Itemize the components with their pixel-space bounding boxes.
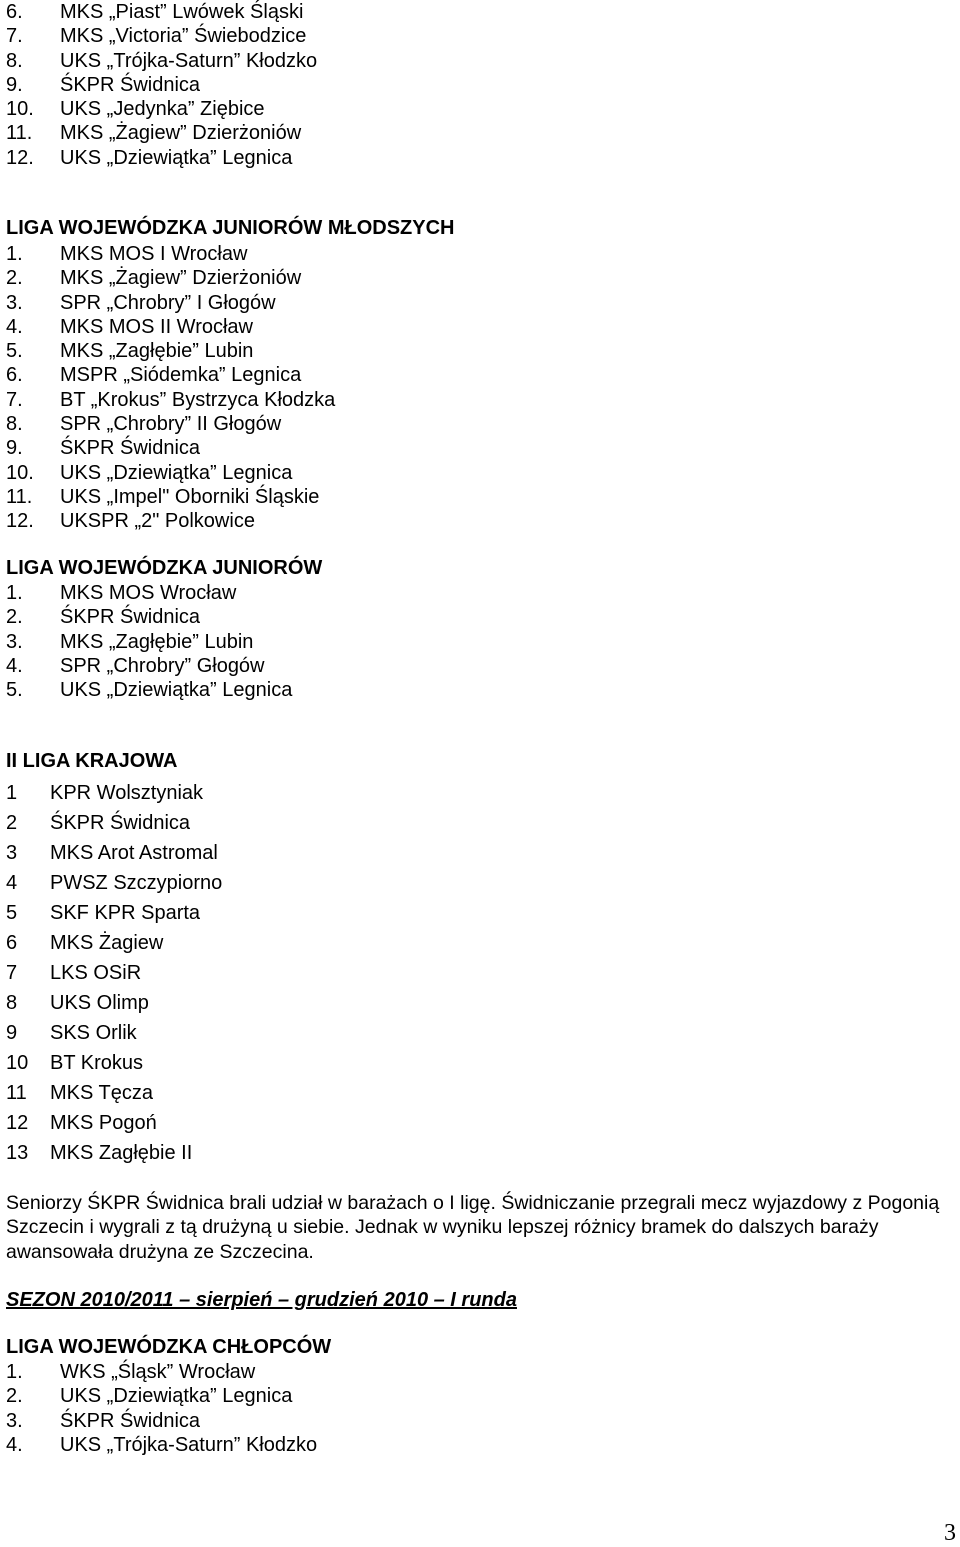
- list-item-name: ŚKPR Świdnica: [60, 1409, 201, 1432]
- list-item: [6, 266, 335, 290]
- list-item-name: SPR „Chrobry” Głogów: [60, 654, 265, 677]
- list-item-name: MKS MOS II Wrocław: [60, 315, 253, 338]
- list-item-name: MKS „Piast” Lwówek Śląski: [60, 1, 304, 23]
- list-item: [6, 412, 335, 436]
- row-position: 9: [6, 1022, 18, 1044]
- row-position: 7: [6, 962, 18, 984]
- row-team: SKS Orlik: [50, 1022, 137, 1044]
- list-item: [6, 0, 317, 24]
- list-item-number: 9.: [6, 73, 23, 96]
- row-position: 13: [6, 1142, 29, 1164]
- list-item-name: MKS „Żagiew” Dzierżoniów: [60, 267, 302, 290]
- list-item-name: SPR „Chrobry” I Głogów: [60, 291, 276, 314]
- row-position: 2: [6, 812, 18, 834]
- list-item-number: 6.: [6, 1, 23, 23]
- row-team: BT Krokus: [50, 1052, 143, 1074]
- list-item-number: 12.: [6, 510, 34, 533]
- top-team-list: [6, 0, 317, 170]
- liga2-table: [6, 778, 222, 1168]
- list-item-name: MKS MOS I Wrocław: [60, 243, 248, 265]
- row-position: 3: [6, 842, 18, 864]
- list-item-number: 3.: [6, 291, 23, 314]
- row-position: 11: [6, 1082, 27, 1104]
- list-item-number: 4.: [6, 315, 23, 338]
- row-position: 5: [6, 902, 18, 924]
- list-item-name: BT „Krokus” Bystrzyca Kłodzka: [60, 388, 336, 411]
- table-row: [6, 868, 222, 898]
- table-row: [6, 1048, 222, 1078]
- page-number: 3: [944, 1520, 956, 1546]
- table-row: [6, 1108, 222, 1138]
- list-item-name: UKS „Dziewiątka” Legnica: [60, 1385, 293, 1408]
- list-item-number: 10.: [6, 98, 34, 121]
- row-position: 10: [6, 1052, 29, 1074]
- list-item: [6, 363, 335, 387]
- list-item-name: MKS MOS Wrocław: [60, 582, 237, 604]
- list-item: [6, 339, 335, 363]
- section-title-junior-mlodszy: LIGA WOJEWÓDZKA JUNIORÓW MŁODSZYCH: [6, 217, 455, 239]
- list-item-number: 10.: [6, 461, 34, 484]
- row-team: SKF KPR Sparta: [50, 902, 201, 924]
- list-item-number: 4.: [6, 1433, 23, 1456]
- list-item: [6, 605, 292, 629]
- section-title-junior: LIGA WOJEWÓDZKA JUNIORÓW: [6, 557, 323, 579]
- section-title-chlopcy: LIGA WOJEWÓDZKA CHŁOPCÓW: [6, 1336, 332, 1358]
- list-item: [6, 1433, 317, 1457]
- list-item-name: SPR „Chrobry” II Głogów: [60, 413, 282, 436]
- row-team: MKS Zagłębie II: [50, 1142, 193, 1164]
- row-team: KPR Wolsztyniak: [50, 782, 204, 804]
- list-item-number: 2.: [6, 267, 23, 290]
- table-row: [6, 778, 222, 808]
- list-item-number: 1.: [6, 243, 23, 265]
- list-item: [6, 242, 335, 266]
- list-item-number: 8.: [6, 413, 23, 436]
- list-item: [6, 630, 292, 654]
- row-position: 4: [6, 872, 18, 894]
- table-row: [6, 1138, 222, 1168]
- list-item: [6, 1409, 317, 1433]
- list-item: [6, 654, 292, 678]
- list-item-name: UKS „Dziewiątka” Legnica: [60, 146, 293, 169]
- list-item: [6, 1360, 317, 1384]
- list-item-number: 5.: [6, 679, 23, 702]
- list-item: [6, 436, 335, 460]
- list-item-name: ŚKPR Świdnica: [60, 73, 201, 96]
- table-row: [6, 928, 222, 958]
- table-row: [6, 838, 222, 868]
- row-team: MKS Żagiew: [50, 932, 164, 954]
- list-item-number: 3.: [6, 1409, 23, 1432]
- junior-mlodszy-list: [6, 242, 335, 534]
- list-item: [6, 24, 317, 48]
- list-item-name: ŚKPR Świdnica: [60, 437, 201, 460]
- table-row: [6, 1078, 222, 1108]
- list-item: [6, 97, 317, 121]
- table-row: [6, 808, 222, 838]
- list-item-number: 3.: [6, 630, 23, 653]
- list-item-number: 2.: [6, 606, 23, 629]
- section-title-liga2: II LIGA KRAJOWA: [6, 750, 178, 772]
- row-team: LKS OSiR: [50, 962, 142, 984]
- list-item-name: MKS „Żagiew” Dzierżoniów: [60, 122, 302, 145]
- list-item-name: MKS „Victoria” Świebodzice: [60, 25, 307, 48]
- list-item-number: 9.: [6, 437, 23, 460]
- list-item: [6, 485, 335, 509]
- season-heading: SEZON 2010/2011 – sierpień – grudzień 2010 – I runda: [6, 1289, 517, 1311]
- table-row: [6, 988, 222, 1018]
- list-item-number: 1.: [6, 1361, 23, 1383]
- table-row: [6, 898, 222, 928]
- list-item: [6, 121, 317, 145]
- row-team: MKS Pogoń: [50, 1112, 157, 1134]
- list-item-name: UKS „Trójka-Saturn” Kłodzko: [60, 1433, 318, 1456]
- list-item: [6, 388, 335, 412]
- list-item-number: 8.: [6, 49, 23, 72]
- list-item: [6, 461, 335, 485]
- list-item-name: WKS „Śląsk” Wrocław: [60, 1361, 256, 1383]
- list-item-name: ŚKPR Świdnica: [60, 606, 201, 629]
- row-team: PWSZ Szczypiorno: [50, 872, 223, 894]
- list-item-name: UKS „Trójka-Saturn” Kłodzko: [60, 49, 318, 72]
- list-item-number: 5.: [6, 340, 23, 363]
- row-team: MKS Arot Astromal: [50, 842, 218, 864]
- table-row: [6, 958, 222, 988]
- list-item-number: 4.: [6, 654, 23, 677]
- list-item-name: UKS „Jedynka” Ziębice: [60, 98, 265, 121]
- list-item: [6, 678, 292, 702]
- list-item: [6, 581, 292, 605]
- row-position: 1: [6, 782, 18, 804]
- list-item-number: 7.: [6, 25, 23, 48]
- list-item-number: 6.: [6, 364, 23, 387]
- list-item-name: UKS „Dziewiątka” Legnica: [60, 461, 293, 484]
- list-item-number: 11.: [6, 122, 33, 145]
- list-item-number: 2.: [6, 1385, 23, 1408]
- row-team: ŚKPR Świdnica: [50, 812, 191, 834]
- list-item: [6, 291, 335, 315]
- list-item-number: 7.: [6, 388, 23, 411]
- list-item-name: UKS „Impel" Oborniki Śląskie: [60, 485, 320, 508]
- list-item-name: UKSPR „2" Polkowice: [60, 510, 255, 533]
- list-item: [6, 49, 317, 73]
- list-item: [6, 509, 335, 533]
- list-item-name: MKS „Zagłębie” Lubin: [60, 340, 254, 363]
- row-position: 6: [6, 932, 18, 954]
- list-item: [6, 315, 335, 339]
- chlopcy-list: [6, 1360, 317, 1457]
- row-team: MKS Tęcza: [50, 1082, 153, 1104]
- table-row: [6, 1018, 222, 1048]
- list-item: [6, 146, 317, 170]
- list-item-number: 11.: [6, 485, 33, 508]
- list-item-name: MSPR „Siódemka” Legnica: [60, 364, 302, 387]
- list-item: [6, 1384, 317, 1408]
- junior-list: [6, 581, 292, 702]
- baraze-paragraph: Seniorzy ŚKPR Świdnica brali udział w barażach o I ligę. Świdniczanie przegrali mecz wyjazdowy z Pogonią Szczecin i wygrali z tą drużyną u siebie. Jednak w wyniku lepszej różnicy bramek do dalszych baraży awansowała drużyna ze Szczecina.: [6, 1192, 940, 1263]
- list-item-name: MKS „Zagłębie” Lubin: [60, 630, 254, 653]
- row-team: UKS Olimp: [50, 992, 149, 1014]
- list-item-number: 12.: [6, 146, 34, 169]
- list-item-name: UKS „Dziewiątka” Legnica: [60, 679, 293, 702]
- row-position: 12: [6, 1112, 29, 1134]
- list-item-number: 1.: [6, 582, 23, 604]
- row-position: 8: [6, 992, 18, 1014]
- list-item: [6, 73, 317, 97]
